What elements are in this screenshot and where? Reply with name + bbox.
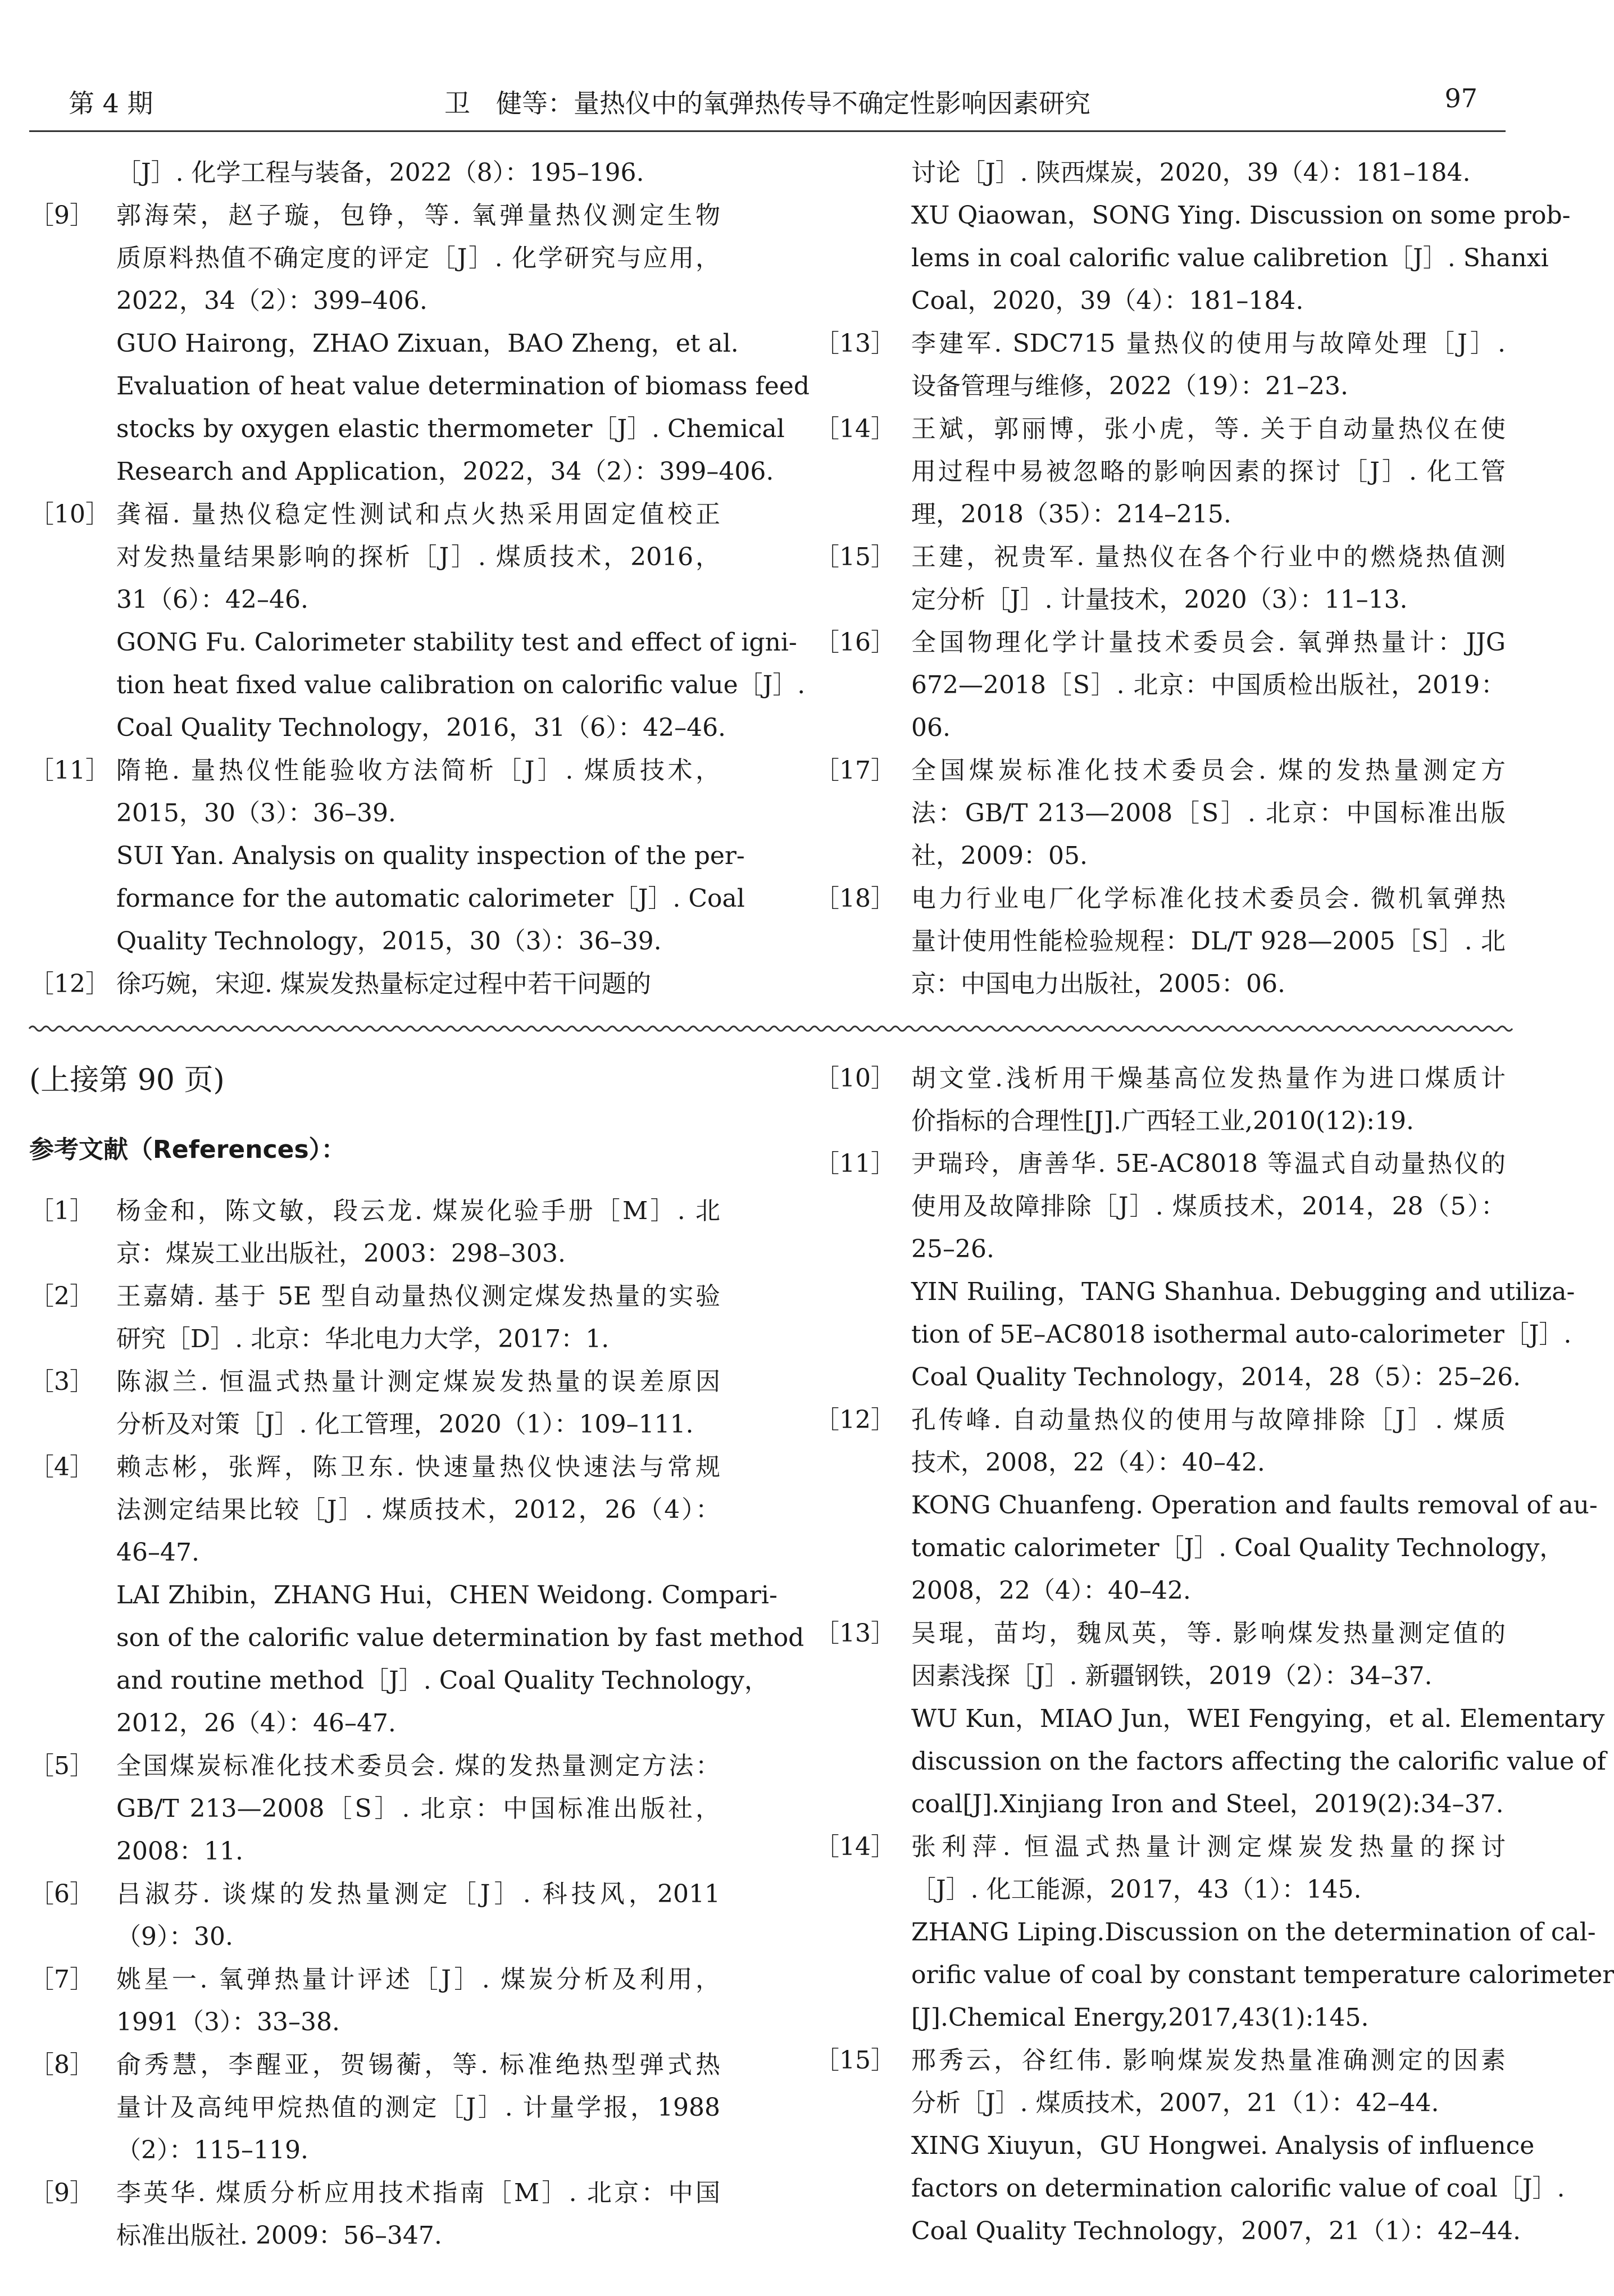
reference-entry: [815, 1399, 1506, 1484]
page-number: 97: [1444, 83, 1477, 113]
reference-line: tomatic calorimeter［J］. Coal Quality Technology，: [911, 1534, 1565, 1562]
reference-line: 对发热量结果影响的探析［J］. 煤质技术，2016，: [116, 543, 720, 571]
reference-line: stocks by oxygen elastic thermometer［J］. Chemical: [116, 415, 785, 443]
reference-number: ［9］: [29, 201, 94, 230]
reference-entry: [815, 1143, 1506, 1271]
reference-line: 讨论［J］. 陕西煤炭，2020，39（4）：181–184.: [911, 158, 1471, 187]
reference-line: [J].Chemical Energy,2017,43(1):145.: [911, 2003, 1369, 2032]
reference-entry: [29, 1873, 720, 1958]
reference-entry: [29, 1361, 720, 1446]
reference-entry: [815, 536, 1506, 621]
reference-number: ［11］: [29, 756, 110, 785]
reference-line: 胡文堂.浅析用干燥基高位发热量作为进口煤质计: [911, 1064, 1506, 1093]
reference-line: GUO Hairong，ZHAO Zixuan，BAO Zheng，et al.: [116, 329, 739, 358]
reference-line: coal[J].Xinjiang Iron and Steel，2019(2):34–37.: [911, 1790, 1504, 1818]
reference-line: 法：GB/T 213—2008［S］. 北京：中国标准出版: [911, 799, 1506, 828]
reference-entry: [29, 2172, 720, 2257]
reference-line: 理，2018（35）：214–215.: [911, 500, 1231, 529]
reference-entry: [29, 1275, 720, 1361]
reference-line: 俞秀慧，李醒亚，贺锡蘅，等. 标准绝热型弹式热: [116, 2051, 720, 2079]
reference-entry: [29, 322, 810, 493]
reference-line: WU Kun，MIAO Jun，WEI Fengying，et al. Elementary: [911, 1704, 1605, 1733]
reference-line: 使用及故障排除［J］. 煤质技术，2014，28（5）：: [911, 1192, 1506, 1221]
reference-line: XU Qiaowan，SONG Ying. Discussion on some prob-: [911, 201, 1571, 230]
reference-line: 2008：11.: [116, 1837, 243, 1866]
reference-line: 46–47.: [116, 1538, 199, 1567]
reference-line: 因素浅探［J］. 新疆钢铁，2019（2）：34–37.: [911, 1662, 1433, 1690]
reference-line: 1991（3）：33–38.: [116, 2008, 340, 2036]
reference-line: Evaluation of heat value determination of biomass feed: [116, 372, 810, 401]
reference-line: tion of 5E–AC8018 isothermal auto-calorimeter［J］.: [911, 1320, 1572, 1349]
reference-number: ［6］: [29, 1880, 94, 1908]
reference-entry: [29, 749, 720, 835]
reference-line: 姚星一. 氧弹热量计评述［J］. 煤炭分析及利用，: [116, 1965, 720, 1994]
references-top-left: [29, 152, 810, 1006]
reference-entry: [29, 1190, 720, 1275]
reference-entry: [815, 408, 1506, 536]
reference-entry: [29, 493, 720, 621]
reference-line: 张利萍. 恒温式热量计测定煤炭发热量的探讨: [911, 1833, 1506, 1861]
reference-line: 京：中国电力出版社，2005：06.: [911, 970, 1285, 998]
reference-entry: [815, 749, 1506, 878]
reference-entry: [815, 1271, 1575, 1399]
reference-line: 标准出版社. 2009：56–347.: [116, 2221, 442, 2250]
continued-from-note: (上接第 90 页): [29, 1063, 225, 1097]
running-header: [29, 78, 1506, 122]
reference-entry: [815, 1484, 1598, 1612]
reference-number: ［7］: [29, 1965, 94, 1994]
reference-entry: [29, 2044, 720, 2172]
reference-line: orific value of coal by constant temperature calorimeter: [911, 1961, 1614, 1989]
reference-number: ［11］: [815, 1149, 895, 1178]
reference-line: 杨金和，陈文敏，段云龙. 煤炭化验手册［M］. 北: [116, 1197, 720, 1225]
reference-line: Coal Quality Technology，2007，21（1）：42–44.: [911, 2217, 1521, 2245]
reference-number: ［14］: [815, 1833, 895, 1861]
references-heading: 参考文献（References）：: [29, 1135, 346, 1164]
reference-line: 2015，30（3）：36–39.: [116, 799, 396, 828]
issue-number: 第 4 期: [69, 88, 153, 119]
reference-number: ［13］: [815, 1619, 895, 1648]
references-top-right: [815, 152, 1571, 1006]
reference-entry: [815, 621, 1506, 749]
reference-number: ［16］: [815, 628, 895, 657]
reference-line: 全国煤炭标准化技术委员会. 煤的发热量测定方法：: [116, 1752, 720, 1780]
reference-line: ［J］. 化学工程与装备，2022（8）：195–196.: [116, 158, 644, 187]
references-bottom-right: [815, 1057, 1614, 2253]
reference-line: Research and Application，2022，34（2）：399–406.: [116, 457, 774, 486]
reference-entry: [29, 835, 745, 963]
references-bottom-left: [29, 1190, 804, 2257]
reference-line: 定分析［J］. 计量技术，2020（3）：11–13.: [911, 585, 1408, 614]
reference-line: ZHANG Liping.Discussion on the determination of cal-: [911, 1918, 1596, 1947]
reference-entry: [29, 1446, 720, 1574]
reference-line: 王建，祝贵军. 量热仪在各个行业中的燃烧热值测: [911, 543, 1506, 571]
reference-line: 06.: [911, 713, 951, 742]
reference-number: ［13］: [815, 329, 895, 358]
reference-line: 分析及对策［J］. 化工管理，2020（1）：109–111.: [116, 1410, 694, 1439]
reference-line: factors on determination calorific value of coal［J］.: [911, 2174, 1565, 2203]
reference-number: ［9］: [29, 2179, 94, 2207]
reference-number: ［18］: [815, 884, 895, 913]
reference-line: formance for the automatic calorimeter［J］. Coal: [116, 884, 745, 913]
reference-line: 李建军. SDC715 量热仪的使用与故障处理［J］.: [911, 329, 1506, 358]
reference-line: GONG Fu. Calorimeter stability test and effect of igni-: [116, 628, 797, 657]
reference-entry: [815, 2125, 1565, 2253]
reference-entry: [815, 1826, 1506, 1911]
reference-line: SUI Yan. Analysis on quality inspection of the per-: [116, 842, 745, 870]
reference-line: 李英华. 煤质分析应用技术指南［M］. 北京：中国: [116, 2179, 720, 2207]
reference-number: ［10］: [815, 1064, 895, 1093]
reference-entry: [29, 1745, 720, 1873]
reference-number: ［10］: [29, 500, 110, 529]
reference-number: ［3］: [29, 1367, 94, 1396]
reference-number: ［1］: [29, 1197, 94, 1225]
reference-number: ［8］: [29, 2051, 94, 2079]
reference-line: 赖志彬，张辉，陈卫东. 快速量热仪快速法与常规: [116, 1453, 720, 1481]
reference-line: 吴琨，苗均，魏凤英，等. 影响煤发热量测定值的: [911, 1619, 1506, 1648]
reference-line: 价指标的合理性[J].广西轻工业,2010(12):19.: [911, 1107, 1415, 1135]
reference-line: Coal Quality Technology，2014，28（5）：25–26.: [911, 1363, 1521, 1392]
reference-line: 王嘉婧. 基于 5E 型自动量热仪测定煤发热量的实验: [116, 1282, 720, 1311]
reference-number: ［12］: [815, 1406, 895, 1434]
reference-entry: [815, 1057, 1506, 1143]
reference-line: 社，2009：05.: [911, 842, 1088, 870]
reference-entry: [29, 1574, 804, 1745]
reference-line: KONG Chuanfeng. Operation and faults removal of au-: [911, 1491, 1598, 1520]
reference-line: LAI Zhibin，ZHANG Hui，CHEN Weidong. Compari-: [116, 1581, 778, 1610]
reference-line: lems in coal calorific value calibretion［J］. Shanxi: [911, 244, 1549, 272]
reference-entry: [29, 1958, 720, 2044]
reference-entry: [815, 1698, 1606, 1826]
reference-entry: [29, 963, 720, 1006]
reference-line: and routine method［J］. Coal Quality Technology，: [116, 1666, 769, 1695]
reference-number: ［12］: [29, 970, 110, 998]
reference-line: （2）：115–119.: [116, 2136, 308, 2165]
reference-line: Quality Technology，2015，30（3）：36–39.: [116, 927, 662, 956]
reference-line: 王斌，郭丽博，张小虎，等. 关于自动量热仪在使: [911, 415, 1506, 443]
reference-line: 隋艳. 量热仪性能验收方法简析［J］. 煤质技术，: [116, 756, 720, 785]
reference-line: 质原料热值不确定度的评定［J］. 化学研究与应用，: [116, 244, 720, 272]
reference-line: 2008，22（4）：40–42.: [911, 1576, 1191, 1605]
reference-line: 孔传峰. 自动量热仪的使用与故障排除［J］. 煤质: [911, 1406, 1506, 1434]
reference-line: 672—2018［S］. 北京：中国质检出版社，2019：: [911, 671, 1506, 699]
reference-line: 尹瑞玲，唐善华. 5E-AC8018 等温式自动量热仪的: [911, 1149, 1506, 1178]
reference-line: GB/T 213—2008［S］. 北京：中国标准出版社，: [116, 1794, 720, 1823]
reference-line: ［J］. 化工能源，2017，43（1）：145.: [911, 1875, 1362, 1904]
reference-line: XING Xiuyun，GU Hongwei. Analysis of influence: [911, 2131, 1535, 2160]
reference-line: 2012，26（4）：46–47.: [116, 1709, 396, 1738]
reference-line: 吕淑芬. 谈煤的发热量测定［J］. 科技风，2011: [116, 1880, 720, 1908]
reference-number: ［5］: [29, 1752, 94, 1780]
reference-line: 电力行业电厂化学标准化技术委员会. 微机氧弹热: [911, 884, 1506, 913]
reference-line: 徐巧婉，宋迎. 煤炭发热量标定过程中若干问题的: [116, 970, 651, 998]
reference-line: 2022，34（2）：399–406.: [116, 287, 428, 315]
reference-line: tion heat fixed value calibration on calorific value［J］.: [116, 671, 806, 699]
reference-line: 31（6）：42–46.: [116, 585, 308, 614]
reference-line: 邢秀云，谷红伟. 影响煤炭发热量准确测定的因素: [911, 2046, 1506, 2075]
reference-line: YIN Ruiling，TANG Shanhua. Debugging and utiliza-: [911, 1277, 1575, 1306]
header-rule: [29, 130, 1506, 132]
reference-line: 郭海荣，赵子璇，包铮，等. 氧弹量热仪测定生物: [116, 201, 720, 230]
reference-number: ［17］: [815, 756, 895, 785]
reference-line: 全国煤炭标准化技术委员会. 煤的发热量测定方: [911, 756, 1506, 785]
reference-line: 法测定结果比较［J］. 煤质技术，2012，26（4）：: [116, 1495, 720, 1524]
reference-entry: [29, 152, 720, 194]
reference-line: son of the calorific value determination by fast method: [116, 1624, 804, 1652]
reference-entry: [815, 1612, 1506, 1698]
reference-entry: [29, 194, 720, 322]
reference-line: 25–26.: [911, 1235, 994, 1263]
reference-line: 全国物理化学计量技术委员会. 氧弹热量计：JJG: [911, 628, 1506, 657]
reference-line: 量计及高纯甲烷热值的测定［J］. 计量学报，1988: [116, 2093, 720, 2122]
reference-line: 量计使用性能检验规程：DL/T 928—2005［S］. 北: [911, 927, 1506, 956]
reference-line: （9）：30.: [116, 1922, 233, 1951]
reference-entry: [815, 194, 1571, 322]
reference-number: ［2］: [29, 1282, 94, 1311]
reference-line: 用过程中易被忽略的影响因素的探讨［J］. 化工管: [911, 457, 1506, 486]
reference-line: Coal Quality Technology，2016，31（6）：42–46.: [116, 713, 726, 742]
reference-line: 分析［J］. 煤质技术，2007，21（1）：42–44.: [911, 2089, 1439, 2117]
reference-line: 陈淑兰. 恒温式热量计测定煤炭发热量的误差原因: [116, 1367, 720, 1396]
reference-number: ［15］: [815, 543, 895, 571]
reference-entry: [815, 2039, 1506, 2125]
reference-entry: [815, 878, 1506, 1006]
running-title: 卫 健等：量热仪中的氧弹热传导不确定性影响因素研究: [444, 88, 1090, 119]
reference-line: discussion on the factors affecting the calorific value of: [911, 1747, 1606, 1776]
reference-entry: [815, 152, 1506, 194]
reference-line: 研究［D］. 北京：华北电力大学，2017：1.: [116, 1325, 610, 1353]
reference-line: 京：煤炭工业出版社，2003：298–303.: [116, 1239, 566, 1268]
reference-line: 龚福. 量热仪稳定性测试和点火热采用固定值校正: [116, 500, 720, 529]
reference-number: ［4］: [29, 1453, 94, 1481]
reference-number: ［14］: [815, 415, 895, 443]
reference-entry: [815, 1911, 1614, 2039]
reference-number: ［15］: [815, 2046, 895, 2075]
reference-entry: [29, 621, 806, 749]
section-divider: [29, 1024, 1506, 1034]
reference-line: Coal，2020，39（4）：181–184.: [911, 287, 1304, 315]
reference-line: 技术，2008，22（4）：40–42.: [911, 1448, 1265, 1477]
reference-entry: [815, 322, 1506, 408]
reference-line: 设备管理与维修，2022（19）：21–23.: [911, 372, 1348, 401]
